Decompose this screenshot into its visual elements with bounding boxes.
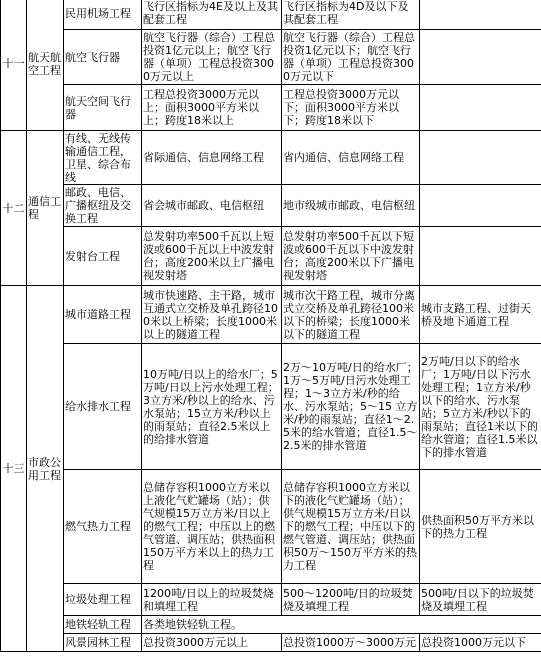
- table-row: [1, 30, 541, 85]
- section-category: 航天航空工程: [27, 0, 64, 131]
- project-type-cell: 风景园林工程: [64, 634, 142, 652]
- section-category: 通信工程: [27, 131, 64, 286]
- level-3-cell: [420, 185, 541, 227]
- section-number: 十三: [1, 286, 27, 652]
- level-2-cell: 总发射功率500千瓦以下短波或600千瓦以下中波发射台；高度200米以下广播电视发射塔: [282, 227, 420, 286]
- level-3-cell: 2万吨/日以下的给水厂；1万吨/日以下污水处理工程；1立方米/秒以下的给水、污水泵站；5立方米/秒以下的雨泵站；直径1米以下的给水管道；直径1.5米以下的排水管道: [420, 344, 541, 470]
- table-row: [1, 616, 541, 634]
- level-3-cell: 供热面积50万平方米以下的热力工程: [420, 470, 541, 584]
- level-2-cell: 飞行区指标为4D及以下及其配套工程: [282, 0, 420, 30]
- level-3-cell: [420, 85, 541, 131]
- level-2-cell: 航空飞行器（综合）工程总投资1亿元以下；航空飞行器（单项）工程总投资3000万元以下: [282, 30, 420, 85]
- project-type-cell: 有线、无线传输通信工程，卫星、综合布线: [64, 131, 142, 185]
- level-1-cell: 省际通信、信息网络工程: [142, 131, 282, 185]
- table-row: [1, 131, 541, 185]
- level-2-cell: 总投资1000万～3000万元: [282, 634, 420, 652]
- table-row: [1, 85, 541, 131]
- project-type-cell: 发射台工程: [64, 227, 142, 286]
- project-type-cell: 航天空间飞行器: [64, 85, 142, 131]
- level-2-cell: 总储存容积1000立方米以下的液化气贮罐场（站）；供气规模15万立方米/日以下的燃气工程；中压以下的燃气管道、调压站；供热面积50万～150万平方米的热力工程: [282, 470, 420, 584]
- project-type-cell: 地铁轻轨工程: [64, 616, 142, 634]
- project-type-cell: 民用机场工程: [64, 0, 142, 30]
- project-type-cell: 城市道路工程: [64, 286, 142, 344]
- section-number: 十一: [1, 0, 27, 131]
- level-3-cell: 城市支路工程、过街天桥及地下通道工程: [420, 286, 541, 344]
- level-3-cell: 500吨/日以下的垃圾焚烧及填埋工程: [420, 584, 541, 616]
- level-1-cell: 总发射功率500千瓦以上短波或600千瓦以上中波发射台；高度200米以上广播电视发射塔: [142, 227, 282, 286]
- level-3-cell: [420, 30, 541, 85]
- level-1-cell: 航空飞行器（综合）工程总投资1亿元以上；航空飞行器（单项）工程总投资3000万元以上: [142, 30, 282, 85]
- level-2-cell: 500～1200吨/日的垃圾焚烧及填埋工程: [282, 584, 420, 616]
- project-type-cell: 邮政、电信、广播枢纽及交换工程: [64, 185, 142, 227]
- level-1-cell: 飞行区指标为4E及以上及其配套工程: [142, 0, 282, 30]
- level-1-cell: 10万吨/日以上的给水厂；5万吨/日以上污水处理工程；3立方米/秒以上的给水、污水泵站；15立方米/秒以上的雨泵站；直径2.5米以上的给排水管道: [142, 344, 282, 470]
- level-2-cell: 地市级城市邮政、电信枢纽: [282, 185, 420, 227]
- table-row: [1, 0, 541, 30]
- level-1-cell: 城市快速路、主干路，城市互通式立交桥及单孔跨径100米以上桥梁；长度1000米以上的隧道工程: [142, 286, 282, 344]
- table-row: [1, 185, 541, 227]
- level-1-cell: 工程总投资3000万元以上；面积3000平方米以上；跨度18米以上: [142, 85, 282, 131]
- level-2-cell: 省内通信、信息网络工程: [282, 131, 420, 185]
- table-row: [1, 470, 541, 584]
- table-row: [1, 584, 541, 616]
- level-2-cell: 2万～10万吨/日的给水厂；1万～5万吨/日污水处理工程；1～3立方米/秒的给水、污水泵站；5～15 立方米/秒的雨泵站；直径1～2.5米的给水管道；直径1.5～2.5米的排水管道: [282, 344, 420, 470]
- table-row: [1, 286, 541, 344]
- level-3-cell: [420, 131, 541, 185]
- level-3-cell: 总投资1000万元以下: [420, 634, 541, 652]
- section-number: 十二: [1, 131, 27, 286]
- table-row: [1, 344, 541, 470]
- level-1-cell: 总储存容积1000立方米以上液化气贮罐场（站）；供气规模15万立方米/日以上的燃气工程；中压以上的燃气管道、调压站；供热面积150万平方米以上的热力工程: [142, 470, 282, 584]
- level-2-cell: 工程总投资3000万元以下；面积3000平方米以下；跨度18米以下: [282, 85, 420, 131]
- project-type-cell: 给水排水工程: [64, 344, 142, 470]
- level-3-cell: [420, 0, 541, 30]
- section-category: 市政公用工程: [27, 286, 64, 652]
- level-1-cell: 省会城市邮政、电信枢纽: [142, 185, 282, 227]
- table-row: [1, 227, 541, 286]
- table-row: [1, 634, 541, 652]
- project-type-cell: 航空飞行器: [64, 30, 142, 85]
- project-type-cell: 垃圾处理工程: [64, 584, 142, 616]
- project-type-cell: 燃气热力工程: [64, 470, 142, 584]
- level-1-cell: 各类地铁轻轨工程。: [142, 616, 541, 634]
- level-1-cell: 总投资3000万元以上: [142, 634, 282, 652]
- level-3-cell: [420, 227, 541, 286]
- level-1-cell: 1200吨/日以上的垃圾焚烧和填埋工程: [142, 584, 282, 616]
- level-2-cell: 城市次干路工程，城市分离式立交桥及单孔跨径100米以下的桥梁；长度1000米以下的隧道工程: [282, 286, 420, 344]
